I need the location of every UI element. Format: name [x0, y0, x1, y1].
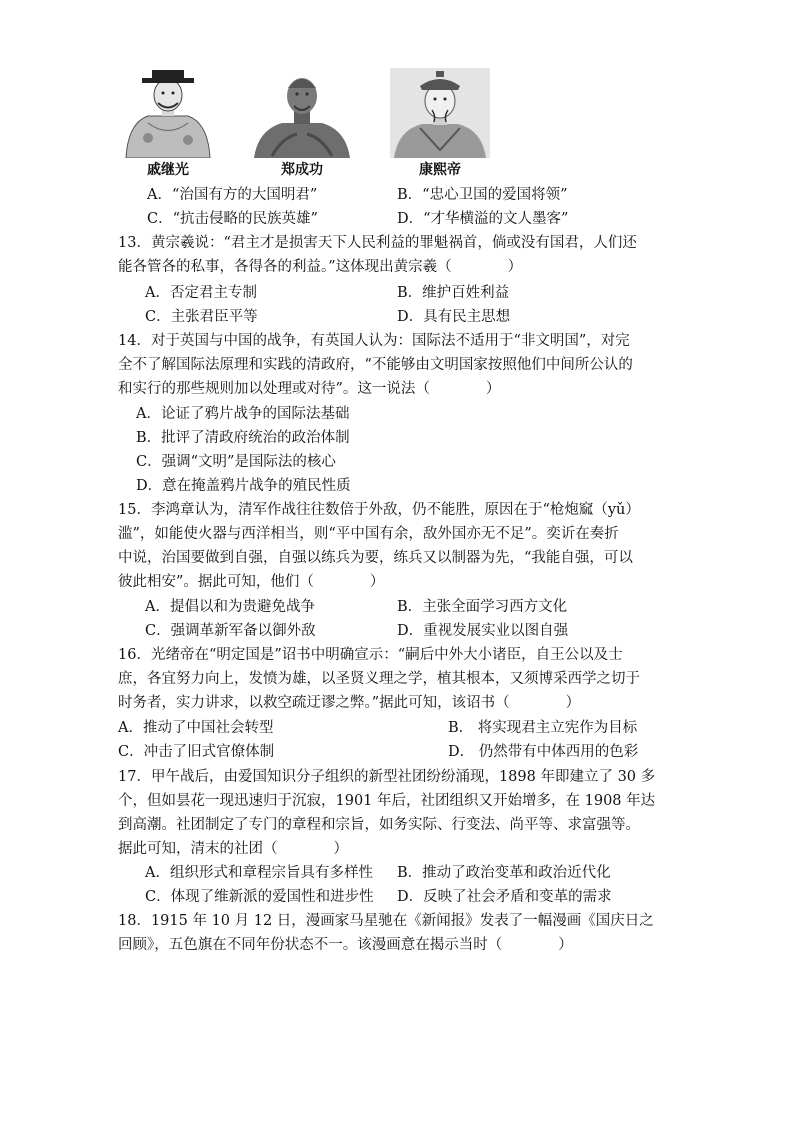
portrait-qi-jiguang: [118, 68, 218, 178]
emperor-portrait-icon: [390, 68, 490, 158]
q16-option-d[interactable]: D． 仍然带有中体西用的色彩: [448, 744, 639, 760]
q14-option-c[interactable]: C．强调“文明”是国际法的核心: [136, 454, 336, 470]
q13-option-d[interactable]: D．具有民主思想: [397, 309, 511, 325]
q18-stem-line: 18．1915 年 10 月 12 日，漫画家马星驰在《新闻报》发表了一幅漫画《国庆日之: [118, 913, 654, 929]
q15-stem-line: 彼此相安”。据此可知，他们（ ）: [118, 574, 385, 590]
q14-option-a[interactable]: A．论证了鸦片战争的国际法基础: [136, 406, 350, 422]
q17-stem-line: 据此可知，清末的社团（ ）: [118, 841, 348, 857]
portrait-caption: 戚继光: [147, 162, 189, 178]
q14-stem-line: 和实行的那些规则加以处理或对待”。这一说法（ ）: [118, 381, 501, 397]
q17-stem-line: 17．甲午战后，由爱国知识分子组织的新型社团纷纷涌现，1898 年即建立了 30 多: [118, 769, 656, 785]
q15-stem-line: 滥”，如能使火器与西洋相当，则“平中国有余，敌外国亦无不足”。奕䜣在奏折: [118, 526, 619, 542]
q15-stem-line: 中说，治国要做到自强，自强以练兵为要，练兵又以制器为先，“我能自强，可以: [118, 550, 633, 566]
q17-option-a[interactable]: A．组织形式和章程宗旨具有多样性: [145, 865, 373, 881]
official-portrait-icon: [118, 68, 218, 158]
q16-stem-line: 庶，各宜努力向上，发愤为雄，以圣贤义理之学，植其根本，又须博采西学之切于: [118, 671, 640, 687]
q16-option-a[interactable]: A．推动了中国社会转型: [118, 720, 274, 736]
portraits-row: [118, 68, 498, 180]
q17-option-b[interactable]: B．推动了政治变革和政治近代化: [397, 865, 611, 881]
q17-option-c[interactable]: C．体现了维新派的爱国性和进步性: [145, 889, 374, 905]
q12-option-d[interactable]: D．“才华横溢的文人墨客”: [397, 211, 569, 227]
q15-option-b[interactable]: B．主张全面学习西方文化: [397, 599, 568, 615]
q12-option-c[interactable]: C．“抗击侵略的民族英雄”: [147, 211, 318, 227]
statue-portrait-icon: [252, 68, 352, 158]
q17-option-d[interactable]: D．反映了社会矛盾和变革的需求: [397, 889, 612, 905]
q13-option-c[interactable]: C．主张君臣平等: [145, 309, 258, 325]
q12-option-b[interactable]: B．“忠心卫国的爱国将领”: [397, 187, 568, 203]
q16-option-b[interactable]: B． 将实现君主立宪作为目标: [448, 720, 638, 736]
q13-option-b[interactable]: B．维护百姓利益: [397, 285, 510, 301]
portrait-kangxi: [390, 68, 490, 178]
q12-option-a[interactable]: A．“治国有方的大国明君”: [147, 187, 318, 203]
q15-option-a[interactable]: A．提倡以和为贵避免战争: [145, 599, 315, 615]
q15-option-c[interactable]: C．强调革新军备以御外敌: [145, 623, 316, 639]
q14-option-b[interactable]: B．批评了清政府统治的政治体制: [136, 430, 350, 446]
q14-option-d[interactable]: D．意在掩盖鸦片战争的殖民性质: [136, 478, 351, 494]
q18-stem-line: 回顾》，五色旗在不同年份状态不一。该漫画意在揭示当时（ ）: [118, 937, 573, 953]
q15-option-d[interactable]: D．重视发展实业以图自强: [397, 623, 569, 639]
q17-stem-line: 到高潮。社团制定了专门的章程和宗旨，如务实际、行变法、尚平等、求富强等。: [118, 817, 640, 833]
q13-stem-line: 能各管各的私事，各得各的利益。”这体现出黄宗羲（ ）: [118, 259, 523, 275]
q13-stem-line: 13．黄宗羲说：“君主才是损害天下人民利益的罪魁祸首，倘或没有国君，人们还: [118, 235, 637, 251]
q16-stem-line: 16．光绪帝在“明定国是”诏书中明确宣示：“嗣后中外大小诸臣，自王公以及士: [118, 647, 623, 663]
q17-stem-line: 个，但如昙花一现迅速归于沉寂，1901 年后，社团组织又开始增多，在 1908 年达: [118, 793, 656, 809]
portrait-caption: 郑成功: [281, 162, 323, 178]
q14-stem-line: 全不了解国际法原理和实践的清政府，“不能够由文明国家按照他们中间所公认的: [118, 357, 633, 373]
portrait-caption: 康熙帝: [419, 162, 461, 178]
q16-option-c[interactable]: C．冲击了旧式官僚体制: [118, 744, 275, 760]
portrait-zheng-chenggong: [252, 68, 352, 178]
q15-stem-line: 15．李鸿章认为，清军作战往往数倍于外敌，仍不能胜，原因在于“枪炮窳（yǔ）: [118, 502, 640, 518]
q13-option-a[interactable]: A．否定君主专制: [145, 285, 257, 301]
q14-stem-line: 14．对于英国与中国的战争，有英国人认为：国际法不适用于“非文明国”，对完: [118, 333, 630, 349]
q16-stem-line: 时务者，实力讲求，以救空疏迂谬之弊。”据此可知，该诏书（ ）: [118, 695, 581, 711]
